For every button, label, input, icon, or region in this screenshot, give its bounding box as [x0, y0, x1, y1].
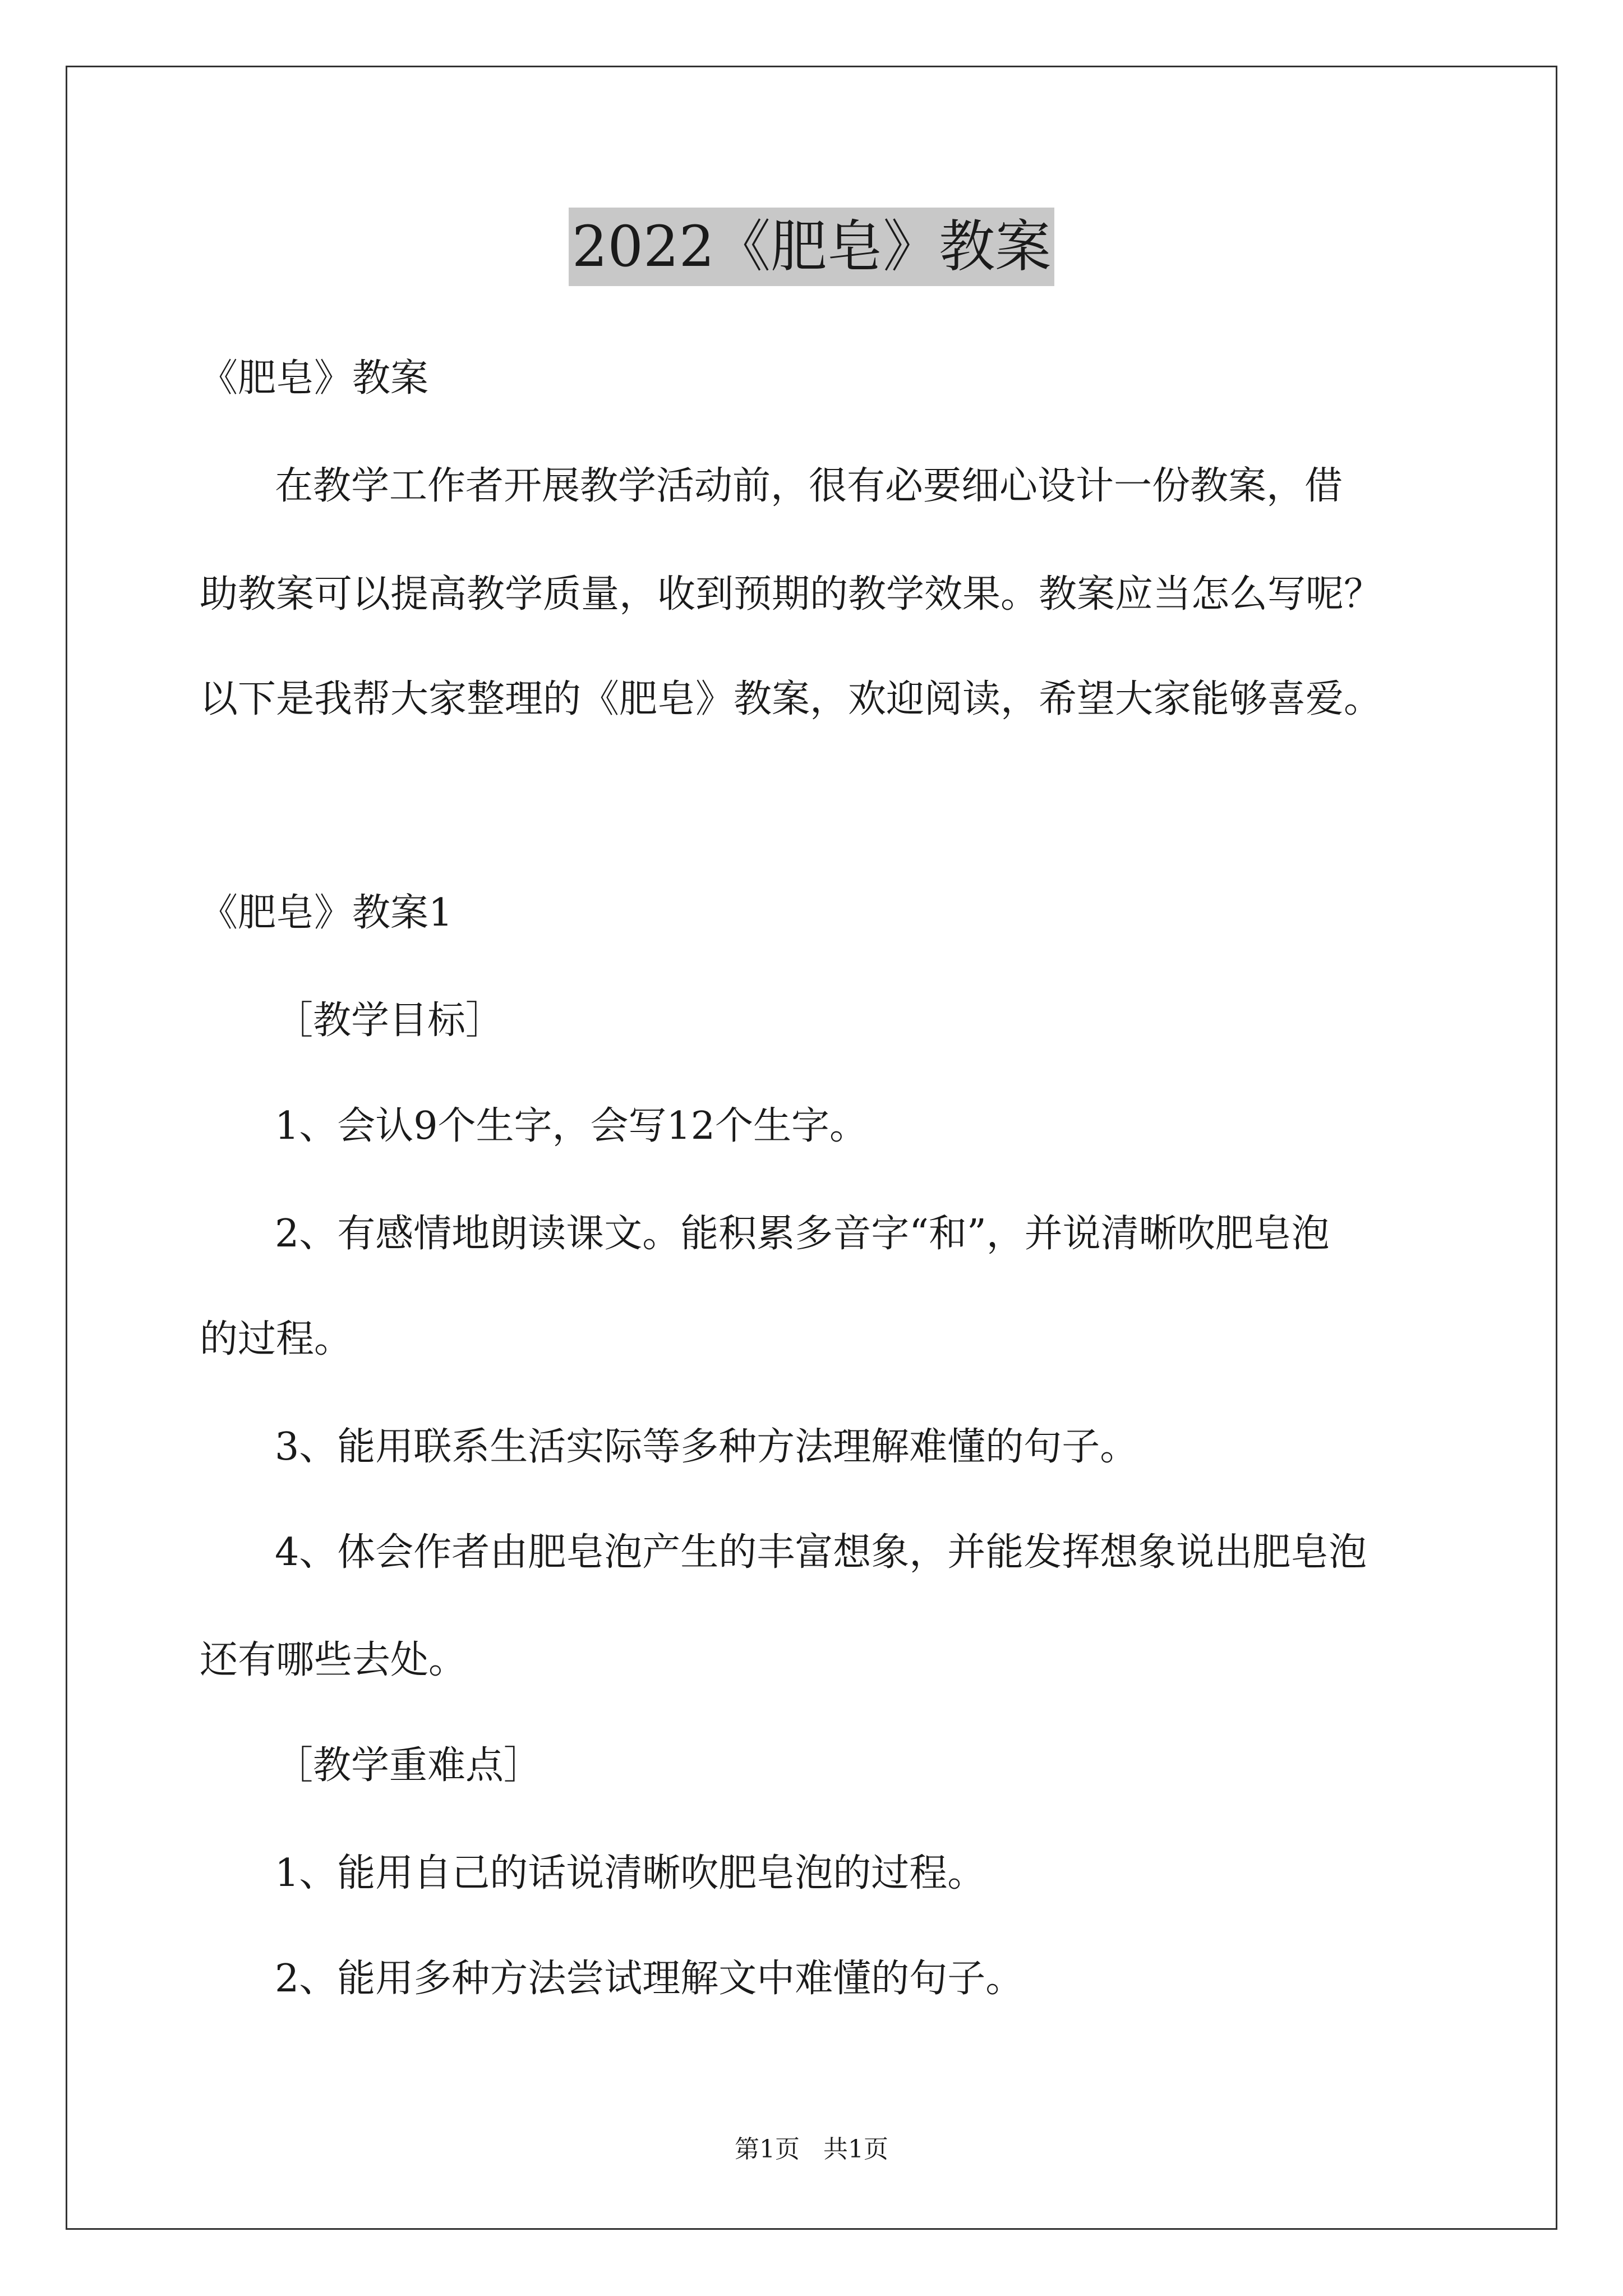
- section-heading: 《肥皂》教案: [200, 356, 429, 401]
- goal-item-2-continued: 的过程。: [200, 1317, 353, 1361]
- intro-line-3: 以下是我帮大家整理的《肥皂》教案，欢迎阅读，希望大家能够喜爱。: [200, 677, 1382, 721]
- goal-item-1: 1、会认9个生字，会写12个生字。: [275, 1104, 868, 1148]
- goal-item-3: 3、能用联系生活实际等多种方法理解难懂的句子。: [275, 1425, 1138, 1469]
- intro-line-2: 助教案可以提高教学质量，收到预期的教学效果。教案应当怎么写呢？: [200, 572, 1382, 616]
- goal-item-2: 2、有感情地朗读课文。能积累多音字“和”，并说清晰吹肥皂泡: [275, 1212, 1330, 1256]
- title-container: [0, 208, 1623, 286]
- key-difficulties-heading: ［教学重难点］: [275, 1743, 542, 1788]
- difficulty-item-1: 1、能用自己的话说清晰吹肥皂泡的过程。: [275, 1851, 986, 1895]
- lesson-plan-1-heading: 《肥皂》教案1: [200, 891, 453, 935]
- document-title: 2022《肥皂》教案: [569, 208, 1055, 286]
- teaching-goals-heading: ［教学目标］: [275, 999, 504, 1043]
- goal-item-4: 4、体会作者由肥皂泡产生的丰富想象，并能发挥想象说出肥皂泡: [275, 1530, 1367, 1575]
- page-number: 第1页 共1页: [735, 2135, 888, 2164]
- difficulty-item-2: 2、能用多种方法尝试理解文中难懂的句子。: [275, 1957, 1024, 2001]
- intro-line-1: 在教学工作者开展教学活动前，很有必要细心设计一份教案，借: [275, 464, 1343, 508]
- goal-item-4-continued: 还有哪些去处。: [200, 1638, 467, 1682]
